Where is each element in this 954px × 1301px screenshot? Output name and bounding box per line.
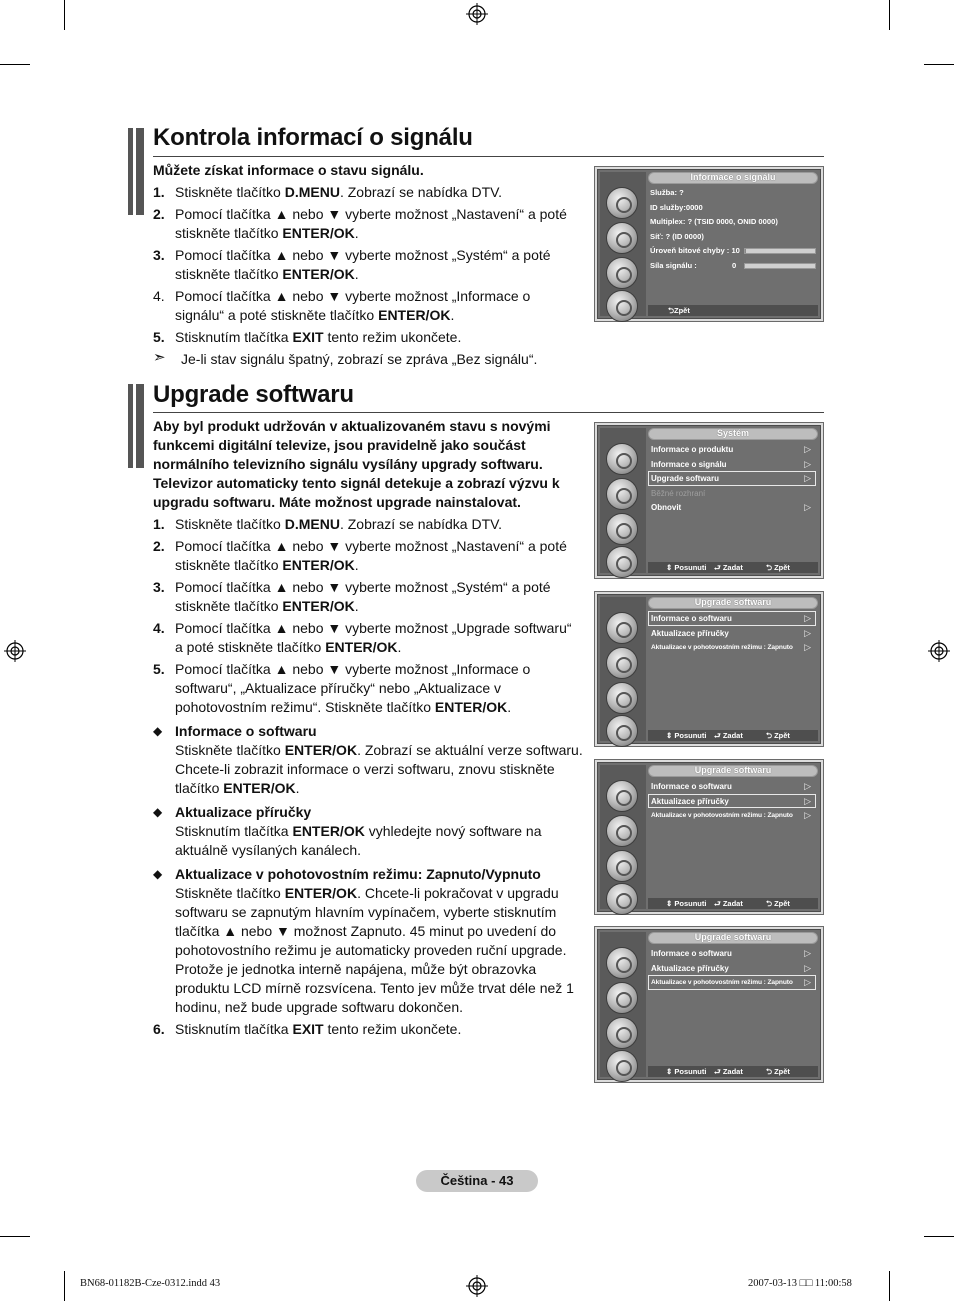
submenu-arrow-icon: ▷	[804, 458, 811, 469]
osd-menu-item-label: Informace o softwaru	[651, 614, 732, 623]
upgrade-step-6	[153, 1020, 583, 1039]
osd-menu-list	[648, 779, 816, 823]
registration-mark-icon	[4, 640, 26, 662]
osd-level-bar	[744, 248, 816, 254]
osd-footer	[648, 305, 818, 316]
osd-menu-item-label: Aktualizace v pohotovostním režimu : Zapnuto	[651, 812, 793, 819]
note-text: Je-li stav signálu špatný, zobrazí se zpráva „Bez signálu“.	[181, 351, 538, 367]
step-text: .	[295, 780, 300, 796]
step-number: 4.	[153, 620, 165, 636]
option-item	[153, 722, 583, 798]
key-name: ENTER/OK	[282, 225, 355, 241]
key-name: ENTER/OK	[282, 266, 355, 282]
osd-menu-item[interactable]	[648, 457, 816, 472]
osd-antenna-icon	[606, 443, 638, 475]
osd-menu-item-label: Aktualizace v pohotovostním režimu : Zapnuto	[651, 644, 793, 651]
osd-menu-item-label: Upgrade softwaru	[651, 474, 720, 483]
step-text: .	[354, 598, 359, 614]
osd-signal-info	[594, 166, 824, 322]
key-name: ENTER/OK	[434, 699, 508, 715]
osd-title: Upgrade softwaru	[694, 765, 772, 775]
osd-level-value: 0	[732, 260, 737, 270]
osd-footer-hint: ⇕ Posunuti	[666, 1067, 707, 1076]
step-text: tento režim ukončete.	[323, 1021, 462, 1037]
osd-menu-list	[648, 946, 816, 990]
step-text: .	[354, 225, 359, 241]
osd-settings-icon	[606, 1017, 638, 1049]
step-text: Pomocí tlačítka ▲ nebo ▼ vyberte možnost „Informace o softwaru“, „Aktualizace příručky“ nebo „Aktualizace v pohotovostním režimu“. Stiskněte tlačítko	[175, 661, 531, 715]
osd-mode-icon	[606, 883, 638, 915]
osd-channel-icon	[606, 982, 638, 1014]
date-slug: 2007-03-13 □□ 11:00:58	[748, 1278, 852, 1289]
step-text: vyhledejte nový software na aktuálně vysílaných kanálech.	[175, 823, 542, 858]
osd-mode-icon	[606, 546, 638, 578]
osd-footer-hint: ⮌ Zpět	[766, 563, 790, 572]
step-item	[153, 537, 583, 575]
osd-level-row	[648, 244, 816, 259]
osd-title: Upgrade softwaru	[694, 597, 772, 607]
page-number-badge: Čeština - 43	[416, 1170, 538, 1192]
osd-menu-item[interactable]	[648, 779, 816, 794]
osd-antenna-icon	[606, 780, 638, 812]
diamond-bullet-icon: ◆	[153, 724, 163, 738]
osd-signal-row: Síť: ? (ID 0000)	[650, 231, 704, 241]
diamond-bullet-icon: ◆	[153, 867, 163, 881]
step-number: 5.	[153, 661, 165, 677]
osd-footer-hint: ⮐ Zadat	[714, 899, 743, 908]
crop-mark	[889, 0, 890, 30]
registration-mark-icon	[466, 3, 488, 25]
osd-sidebar	[600, 172, 646, 316]
submenu-arrow-icon: ▷	[804, 473, 811, 483]
key-name: EXIT	[292, 1021, 324, 1037]
step-text: Stiskněte tlačítko	[175, 885, 285, 901]
step-item	[153, 287, 583, 325]
registration-mark-icon	[466, 1275, 488, 1297]
key-name: ENTER/OK	[284, 885, 358, 901]
osd-header	[648, 765, 818, 777]
submenu-arrow-icon: ▷	[804, 627, 811, 638]
osd-menu-item-label: Informace o signálu	[651, 459, 727, 469]
osd-mode-icon	[606, 715, 638, 747]
osd-upgrade-menu	[594, 759, 824, 915]
section-marker	[128, 384, 144, 468]
osd-menu-item[interactable]	[648, 442, 816, 457]
osd-back-label: Zpět	[674, 306, 690, 315]
key-name: EXIT	[292, 329, 324, 345]
step-number: 3.	[153, 247, 165, 263]
osd-settings-icon	[606, 513, 638, 545]
registration-mark-icon	[928, 640, 950, 662]
osd-level-bar	[744, 263, 816, 269]
step-text: Stisknutím tlačítka	[175, 1021, 293, 1037]
submenu-arrow-icon: ▷	[804, 444, 811, 454]
osd-signal-row: Multiplex: ? (TSID 0000, ONID 0000)	[650, 217, 778, 226]
osd-mode-icon	[606, 290, 638, 322]
section-title-upgrade: Upgrade softwaru	[153, 381, 354, 408]
option-title: Aktualizace příručky	[175, 804, 312, 820]
osd-signal-row: ID služby:0000	[650, 202, 703, 212]
section-marker	[128, 128, 144, 215]
osd-menu-item[interactable]	[648, 975, 816, 990]
key-name: ENTER/OK	[284, 742, 358, 758]
option-item	[153, 803, 583, 860]
step-item	[153, 246, 583, 284]
osd-header	[648, 597, 818, 609]
option-title: Informace o softwaru	[175, 723, 317, 739]
key-name: ENTER/OK	[378, 307, 451, 323]
step-text: Pomocí tlačítka ▲ nebo ▼ vyberte možnost „Informace o signálu“ a poté stiskněte tlačítko	[175, 288, 531, 323]
submenu-arrow-icon: ▷	[804, 948, 811, 958]
osd-footer-hint: ⇕ Posunuti	[666, 899, 707, 908]
step-text: Pomocí tlačítka ▲ nebo ▼ vyberte možnost „Nastavení“ a poté stiskněte tlačítko	[175, 538, 567, 573]
osd-title: Systém	[716, 428, 750, 438]
step-text: Stisknutím tlačítka	[175, 823, 293, 839]
submenu-arrow-icon: ▷	[804, 642, 811, 652]
step-number: 4.	[153, 288, 165, 304]
step-text: .	[397, 639, 402, 655]
osd-level-label: Úroveň bitové chyby : 10	[650, 246, 740, 255]
osd-menu-item[interactable]	[648, 808, 816, 823]
step-number: 5.	[153, 329, 165, 345]
note-arrow-icon: ➣	[153, 349, 166, 366]
step-text: Pomocí tlačítka ▲ nebo ▼ vyberte možnost „Systém“ a poté stiskněte tlačítko	[175, 247, 551, 282]
osd-footer-hint: ⮌ Zpět	[766, 731, 790, 740]
step-text: . Zobrazí se nabídka DTV.	[339, 184, 503, 200]
file-slug: BN68-01182B-Cze-0312.indd 43	[80, 1278, 221, 1289]
upgrade-instructions	[153, 417, 583, 1042]
osd-channel-icon	[606, 222, 638, 254]
diamond-bullet-icon: ◆	[153, 805, 163, 819]
submenu-arrow-icon: ▷	[804, 962, 811, 973]
key-name: ENTER/OK	[223, 780, 296, 796]
submenu-arrow-icon: ▷	[804, 502, 811, 512]
osd-upgrade-menu	[594, 926, 824, 1083]
osd-footer-hint: ⮐ Zadat	[714, 563, 743, 572]
osd-menu-item[interactable]	[648, 961, 816, 976]
osd-level-label: Síla signálu :	[650, 260, 697, 270]
step-item	[153, 660, 583, 717]
osd-antenna-icon	[606, 187, 638, 219]
osd-upgrade-menu	[594, 591, 824, 747]
osd-channel-icon	[606, 647, 638, 679]
crop-mark	[64, 0, 65, 30]
osd-menu-item-label: Informace o softwaru	[651, 782, 732, 791]
osd-header	[648, 172, 818, 184]
osd-settings-icon	[606, 850, 638, 882]
osd-system-menu	[594, 422, 824, 579]
step-text: Stiskněte tlačítko	[175, 742, 285, 758]
osd-footer-hint: ⇕ Posunuti	[666, 731, 707, 740]
crop-mark	[889, 1271, 890, 1301]
osd-menu-item-label: Běžné rozhraní	[651, 488, 706, 498]
step-item	[153, 205, 583, 243]
step-text: Stiskněte tlačítko	[175, 184, 285, 200]
osd-footer-hint: ⮌ Zpět	[766, 899, 790, 908]
osd-footer-hint: ⮐ Zadat	[714, 1067, 743, 1076]
osd-menu-list	[648, 611, 816, 655]
crop-mark	[924, 1236, 954, 1237]
submenu-arrow-icon: ▷	[804, 977, 811, 987]
step-item	[153, 328, 583, 347]
step-number: 1.	[153, 184, 165, 200]
crop-mark	[0, 1236, 30, 1237]
osd-menu-item[interactable]	[648, 640, 816, 655]
osd-menu-item-label: Aktualizace příručky	[651, 628, 729, 638]
step-number: 3.	[153, 579, 165, 595]
step-text: tento režim ukončete.	[323, 329, 462, 345]
step-text: Stiskněte tlačítko	[175, 516, 285, 532]
osd-header	[648, 932, 818, 944]
signal-steps	[153, 183, 583, 347]
osd-footer-hint: ⮐ Zadat	[714, 731, 743, 740]
osd-menu-item-label: Informace o produktu	[651, 445, 734, 454]
key-name: D.MENU	[284, 184, 340, 200]
step-text: . Zobrazí se nabídka DTV.	[339, 516, 503, 532]
step-item	[153, 183, 583, 202]
upgrade-options	[153, 722, 583, 1017]
step-text: Stisknutím tlačítka	[175, 329, 293, 345]
key-name: ENTER/OK	[325, 639, 398, 655]
osd-menu-item[interactable]	[648, 611, 816, 626]
signal-instructions	[153, 161, 583, 369]
osd-menu-list	[648, 442, 816, 515]
osd-footer	[648, 898, 818, 909]
key-name: ENTER/OK	[282, 557, 355, 573]
upgrade-intro: Aby byl produkt udržován v aktualizovaném stavu s novými funkcemi digitální televize, jsou pravidelně jako součást normálního televizního signálu vysílány upgrady softwaru. Televizor automaticky tento signál detekuje a zobrazí výzvu k upgradu softwaru. Máte možnost upgrade nainstalovat.	[153, 418, 560, 510]
section-title-signal: Kontrola informací o signálu	[153, 124, 473, 151]
step-text: . Zobrazí se aktuální verze softwaru. Chcete-li zobrazit informace o verzi softwaru, znovu stiskněte tlačítko	[175, 742, 583, 796]
osd-title: Informace o signálu	[690, 172, 776, 182]
osd-sidebar	[600, 597, 646, 741]
step-item	[153, 578, 583, 616]
osd-settings-icon	[606, 682, 638, 714]
osd-menu-item-label: Informace o softwaru	[651, 949, 732, 958]
osd-sidebar	[600, 765, 646, 909]
osd-menu-item-label: Aktualizace příručky	[651, 963, 729, 973]
step-text: .	[354, 266, 359, 282]
osd-menu-item[interactable]	[648, 486, 816, 501]
osd-menu-item[interactable]	[648, 626, 816, 641]
option-item	[153, 865, 583, 1017]
osd-footer	[648, 730, 818, 741]
step-text: Pomocí tlačítka ▲ nebo ▼ vyberte možnost „Nastavení“ a poté stiskněte tlačítko	[175, 206, 567, 241]
key-name: ENTER/OK	[292, 823, 365, 839]
step-item	[153, 619, 583, 657]
key-name: D.MENU	[284, 516, 340, 532]
osd-footer-hint: ⮌ Zpět	[766, 1067, 790, 1076]
submenu-arrow-icon: ▷	[804, 613, 811, 623]
osd-sidebar	[600, 932, 646, 1077]
upgrade-steps	[153, 515, 583, 717]
key-name: ENTER/OK	[282, 598, 355, 614]
osd-menu-item[interactable]	[648, 471, 816, 486]
osd-sidebar	[600, 428, 646, 573]
osd-menu-item-label: Obnovit	[651, 503, 682, 512]
crop-mark	[64, 1271, 65, 1301]
osd-signal-rows	[648, 186, 816, 273]
step-item	[153, 515, 583, 534]
osd-level-row	[648, 259, 816, 274]
section-rule	[153, 156, 824, 157]
osd-back-hint: ⮌ Zpět	[668, 306, 690, 315]
osd-settings-icon	[606, 257, 638, 289]
osd-menu-item-label: Aktualizace příručky	[651, 796, 729, 806]
step-text: .	[354, 557, 359, 573]
submenu-arrow-icon: ▷	[804, 795, 811, 806]
osd-mode-icon	[606, 1050, 638, 1082]
crop-mark	[924, 64, 954, 65]
step-text: . Chcete-li pokračovat v upgradu softwaru se zapnutým hlavním vypínačem, vyberte stisknutím tlačítka ▲ nebo ▼ možnost Zapnuto. 45 minut po uvedení do pohotovostního režimu je automaticky proveden ruční upgrade. Protože je jednotka interně napájena, může být obrazovka produktu LCD mírně rozsvícena. Tento jev může trvat déle než 1 hodinu, než bude upgrade softwaru dokončen.	[175, 885, 574, 1015]
osd-menu-item-label: Aktualizace v pohotovostním režimu : Zapnuto	[651, 979, 793, 986]
option-title: Aktualizace v pohotovostním režimu: Zapnuto/Vypnuto	[175, 866, 541, 882]
step-item	[153, 1020, 583, 1039]
step-number: 6.	[153, 1021, 165, 1037]
submenu-arrow-icon: ▷	[804, 810, 811, 820]
osd-channel-icon	[606, 478, 638, 510]
signal-intro: Můžete získat informace o stavu signálu.	[153, 162, 424, 178]
crop-mark	[0, 64, 30, 65]
step-number: 1.	[153, 516, 165, 532]
osd-header	[648, 428, 818, 440]
signal-note	[153, 350, 583, 369]
osd-footer-hint: ⇕ Posunuti	[666, 563, 707, 572]
osd-footer	[648, 562, 818, 573]
osd-channel-icon	[606, 815, 638, 847]
osd-title: Upgrade softwaru	[694, 932, 772, 942]
section-rule	[153, 412, 824, 413]
step-text: .	[507, 699, 512, 715]
step-number: 2.	[153, 538, 165, 554]
osd-menu-item[interactable]	[648, 500, 816, 515]
submenu-arrow-icon: ▷	[804, 781, 811, 791]
osd-antenna-icon	[606, 612, 638, 644]
osd-menu-item[interactable]	[648, 946, 816, 961]
step-number: 2.	[153, 206, 165, 222]
step-text: Pomocí tlačítka ▲ nebo ▼ vyberte možnost „Upgrade softwaru“ a poté stiskněte tlačítko	[175, 620, 572, 655]
osd-signal-row: Služba: ?	[650, 188, 684, 197]
osd-footer	[648, 1066, 818, 1077]
step-text: .	[450, 307, 455, 323]
osd-menu-item[interactable]	[648, 794, 816, 809]
osd-antenna-icon	[606, 947, 638, 979]
step-text: Pomocí tlačítka ▲ nebo ▼ vyberte možnost „Systém“ a poté stiskněte tlačítko	[175, 579, 551, 614]
